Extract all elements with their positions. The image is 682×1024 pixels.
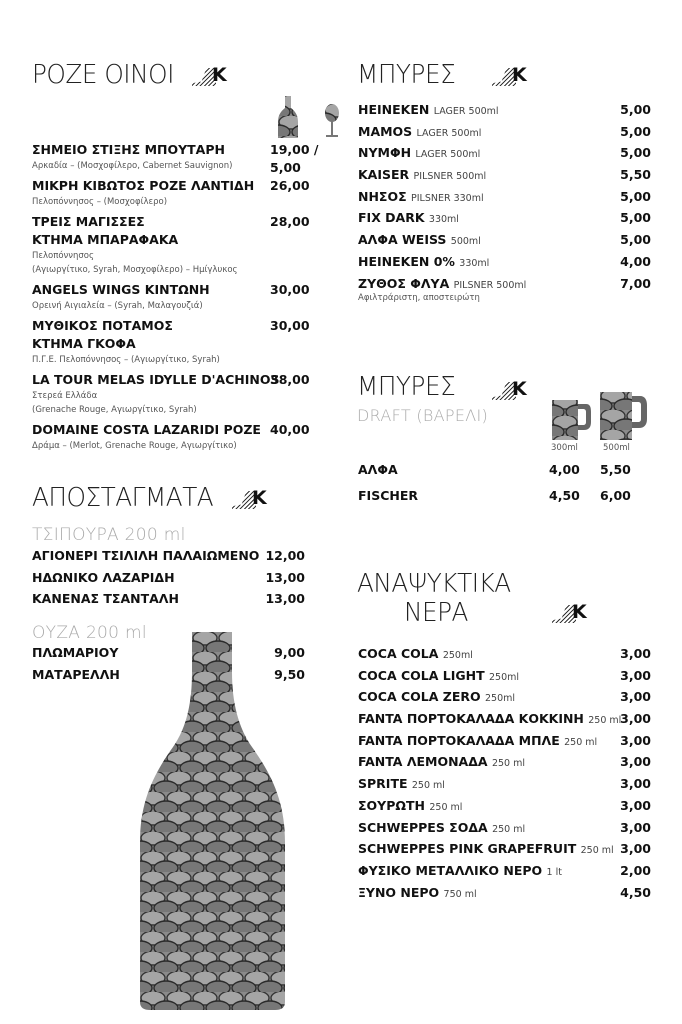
item-note: 250ml <box>442 650 473 661</box>
menu-row <box>358 121 651 143</box>
item-note: 250ml <box>485 693 516 705</box>
menu-row <box>32 642 305 664</box>
wine-item <box>32 421 352 453</box>
wine-bottle-icon <box>278 96 298 138</box>
item-note: 250 ml <box>411 780 445 792</box>
menu-row <box>358 730 651 752</box>
brand-logo: K <box>190 66 230 88</box>
menu-row <box>358 164 651 186</box>
item-name: ΝΗΣΟΣ <box>358 188 407 204</box>
item-name: SCHWEPPES PINK GRAPEFRUIT <box>358 841 577 857</box>
tsipouro-subtitle: ΤΣΙΠΟΥΡΑ 200 ml <box>32 525 186 545</box>
item-price: 3,00 <box>620 797 651 813</box>
item-name: SCHWEPPES ΣΟΔΑ <box>358 819 488 835</box>
menu-row <box>358 795 651 817</box>
item-name: COCA COLA <box>358 646 439 661</box>
item-note: LAGER 500ml <box>416 127 482 139</box>
item-name: MAMOS <box>358 123 413 139</box>
wine-item <box>32 317 352 367</box>
draft-beers-title: ΜΠΥΡΕΣ <box>357 372 456 402</box>
draft-subtitle: DRAFT (ΒΑΡΕΛΙ) <box>357 406 489 425</box>
menu-row <box>358 773 651 795</box>
wine-origin: Στερεά Ελλάδα <box>32 391 98 401</box>
menu-row <box>358 207 651 229</box>
item-price: 5,00 <box>620 145 651 161</box>
item-name: FISCHER <box>358 488 418 503</box>
wine-name: ΜΙΚΡΗ ΚΙΒΩΤΟΣ ΡΟΖΕ ΛΑΝΤΙΔΗ <box>32 178 255 193</box>
brand-logo: K <box>490 66 530 88</box>
water-title: ΝΕΡΑ <box>404 598 468 628</box>
item-price: 4,50 <box>620 884 651 900</box>
wine-name: ANGELS WINGS ΚΙΝΤΩΝΗ <box>32 282 210 297</box>
beer-description: Αφιλτράριστη, αποστειρώτη <box>358 293 480 303</box>
wine-price: 28,00 <box>270 214 310 229</box>
wine-origin: Ορεινή Αιγιαλεία – (Syrah, Μαλαγουζιά) <box>32 301 203 311</box>
size-300ml-label: 300ml <box>551 443 578 453</box>
item-price: 3,00 <box>620 732 651 748</box>
item-note: 250 ml <box>588 715 622 727</box>
item-note: LAGER 500ml <box>433 106 499 117</box>
menu-row <box>358 186 651 208</box>
item-note: PILSNER 500ml <box>413 171 487 183</box>
wine-origin: (Αγιωργίτικο, Syrah, Μοσχοφίλερο) – Ημίγλυκος <box>32 265 238 275</box>
wine-glass-icon <box>324 104 340 138</box>
item-price: 3,00 <box>620 711 651 727</box>
item-price: 3,00 <box>620 689 651 705</box>
menu-row <box>358 643 651 665</box>
menu-row <box>358 142 651 164</box>
item-price: 3,00 <box>620 841 651 857</box>
menu-row <box>32 545 305 567</box>
item-price: 3,00 <box>620 776 651 792</box>
menu-row <box>358 708 651 730</box>
item-price: 3,00 <box>620 754 651 770</box>
wine-origin: Π.Γ.Ε. Πελοπόννησος – (Αγιωργίτικο, Syrah) <box>32 355 220 365</box>
price-300ml: 4,00 <box>549 462 580 477</box>
beer-list <box>358 99 651 294</box>
item-name: ΑΛΦΑ <box>358 462 398 477</box>
wine-name: ΤΡΕΙΣ ΜΑΓΙΣΣΕΣ <box>32 214 145 229</box>
wine-price: 40,00 <box>270 422 310 437</box>
draft-row <box>358 457 658 483</box>
item-note: PILSNER 330ml <box>411 192 484 204</box>
item-price: 3,00 <box>620 646 651 661</box>
item-name: ΖΥΘΟΣ ΦΛΥΑ <box>358 275 450 291</box>
item-name: SPRITE <box>358 776 408 792</box>
item-price: 12,00 <box>265 548 305 563</box>
item-name: ΚΑΝΕΝΑΣ ΤΣΑΝΤΑΛΗ <box>32 591 179 607</box>
item-price: 13,00 <box>265 591 305 607</box>
menu-row <box>358 251 651 273</box>
rose-wine-list <box>32 141 352 457</box>
tsipouro-list <box>32 545 305 610</box>
item-price: 5,00 <box>620 123 651 139</box>
item-note: 1 lt <box>546 866 562 878</box>
wine-name: DOMAINE COSTA LAZARIDI ΡΟΖΕ <box>32 422 261 437</box>
menu-row <box>358 751 651 773</box>
item-price: 7,00 <box>620 275 651 291</box>
item-note: 330ml <box>428 214 459 226</box>
wine-price: 30,00 <box>270 282 310 297</box>
item-note: 250 ml <box>429 801 463 813</box>
brand-logo: K <box>490 380 530 402</box>
price-500ml: 5,50 <box>600 462 631 477</box>
item-price: 5,50 <box>620 167 651 183</box>
item-note: 500ml <box>450 236 481 248</box>
price-500ml: 6,00 <box>600 488 631 503</box>
menu-row <box>358 817 651 839</box>
item-price: 3,00 <box>620 667 651 683</box>
brand-logo: K <box>230 489 270 511</box>
item-name: KAISER <box>358 167 410 183</box>
wine-price: 30,00 <box>270 318 310 333</box>
item-name: ΣΟΥΡΩΤΗ <box>358 797 425 813</box>
item-note: 250 ml <box>492 823 526 835</box>
wine-origin: Δράμα – (Merlot, Grenache Rouge, Αγιωργίτικο) <box>32 441 237 451</box>
item-note: 250 ml <box>491 758 525 770</box>
brand-logo: K <box>550 603 590 625</box>
item-price: 9,50 <box>274 666 305 682</box>
item-price: 3,00 <box>620 819 651 835</box>
wine-origin: Πελοπόννησος <box>32 251 94 261</box>
item-note: PILSNER 500ml <box>453 279 527 291</box>
soft-drinks-title: ΑΝΑΨΥΚΤΙΚΑ <box>357 569 511 599</box>
size-500ml-label: 500ml <box>603 443 630 453</box>
item-name: ΜΑΤΑΡΕΛΛΗ <box>32 666 120 682</box>
wine-price: 26,00 <box>270 178 310 193</box>
soft-drinks-list <box>358 643 651 903</box>
item-name: ΠΛΩΜΑΡΙΟΥ <box>32 645 119 660</box>
draft-list <box>358 457 658 509</box>
item-note: 250 ml <box>580 845 614 857</box>
wine-name: LA TOUR MELAS IDYLLE D'ACHINOS <box>32 372 280 387</box>
menu-row <box>32 664 305 686</box>
item-price: 2,00 <box>620 862 651 878</box>
item-price: 9,00 <box>274 645 305 660</box>
item-name: ΝΥΜΦΗ <box>358 145 412 161</box>
menu-row <box>358 838 651 860</box>
ouzo-subtitle: ΟΥΖΑ 200 ml <box>32 623 147 643</box>
ouzo-list <box>32 642 305 685</box>
item-note: 330ml <box>459 257 490 269</box>
wine-item <box>32 213 352 277</box>
wine-item <box>32 141 352 173</box>
item-name: HEINEKEN <box>358 102 430 117</box>
item-name: ΑΓΙΟΝΕΡΙ ΤΣΙΛΙΛΗ ΠΑΛΑΙΩΜΕΝΟ <box>32 548 260 563</box>
item-price: 5,00 <box>620 102 651 117</box>
beer-mug-small-icon <box>552 396 592 440</box>
beers-title: ΜΠΥΡΕΣ <box>357 60 456 90</box>
item-note: 250ml <box>489 671 520 683</box>
wine-name: ΜΥΘΙΚΟΣ ΠΟΤΑΜΟΣ <box>32 318 173 333</box>
wine-item <box>32 371 352 417</box>
item-name: HEINEKEN 0% <box>358 253 455 269</box>
item-name: ΞΥΝΟ ΝΕΡΟ <box>358 884 440 900</box>
wine-item <box>32 177 352 209</box>
wine-price: 38,00 <box>270 372 310 387</box>
menu-row <box>32 567 305 589</box>
item-name: COCA COLA LIGHT <box>358 667 485 683</box>
draft-row <box>358 483 658 509</box>
item-note: LAGER 500ml <box>415 149 481 161</box>
item-price: 5,00 <box>620 232 651 248</box>
item-name: ΑΛΦΑ WEISS <box>358 232 447 248</box>
item-price: 5,00 <box>620 210 651 226</box>
wine-name: ΚΤΗΜΑ ΓΚΟΦΑ <box>32 336 136 351</box>
wine-item <box>32 281 352 313</box>
spirits-title: ΑΠΟΣΤΑΓΜΑΤΑ <box>32 483 214 513</box>
item-price: 5,00 <box>620 188 651 204</box>
menu-row <box>358 229 651 251</box>
beer-mug-large-icon <box>600 390 648 440</box>
item-name: ΗΔΩΝΙΚΟ ΛΑΖΑΡΙΔΗ <box>32 569 175 585</box>
menu-row <box>358 665 651 687</box>
item-name: ΦΥΣΙΚΟ ΜΕΤΑΛΛΙΚΟ ΝΕΡΟ <box>358 862 543 878</box>
item-name: FIX DARK <box>358 210 425 226</box>
menu-row <box>358 860 651 882</box>
menu-row <box>358 99 651 121</box>
wine-name: ΚΤΗΜΑ ΜΠΑΡΑΦΑΚΑ <box>32 232 179 247</box>
wine-origin: Πελοπόννησος – (Μοσχοφίλερο) <box>32 197 168 207</box>
item-price: 4,00 <box>620 253 651 269</box>
item-note: 250 ml <box>564 736 598 748</box>
rose-wines-title: ΡΟΖΕ ΟΙΝΟΙ <box>32 60 174 90</box>
item-name: FANTA ΛΕΜΟΝΑΔΑ <box>358 754 488 770</box>
menu-row <box>358 882 651 904</box>
item-name: FANTA ΠΟΡΤΟΚΑΛΑΔΑ ΜΠΛΕ <box>358 732 560 748</box>
wine-origin: (Grenache Rouge, Αγιωργίτικο, Syrah) <box>32 405 197 415</box>
menu-row <box>358 686 651 708</box>
price-300ml: 4,50 <box>549 488 580 503</box>
wine-origin: Αρκαδία – (Μοσχοφίλερο, Cabernet Sauvignon) <box>32 161 233 171</box>
pinecone-bottle-image <box>140 632 285 1010</box>
menu-row <box>32 588 305 610</box>
item-name: FANTA ΠΟΡΤΟΚΑΛΑΔΑ ΚΟΚΚΙΝΗ <box>358 711 584 727</box>
item-price: 13,00 <box>265 569 305 585</box>
wine-price: 19,00 / 5,00 <box>270 142 319 175</box>
item-name: COCA COLA ZERO <box>358 689 481 705</box>
wine-name: ΣΗΜΕΙΟ ΣΤΙΞΗΣ ΜΠΟΥΤΑΡΗ <box>32 142 225 157</box>
item-note: 750 ml <box>443 888 477 900</box>
